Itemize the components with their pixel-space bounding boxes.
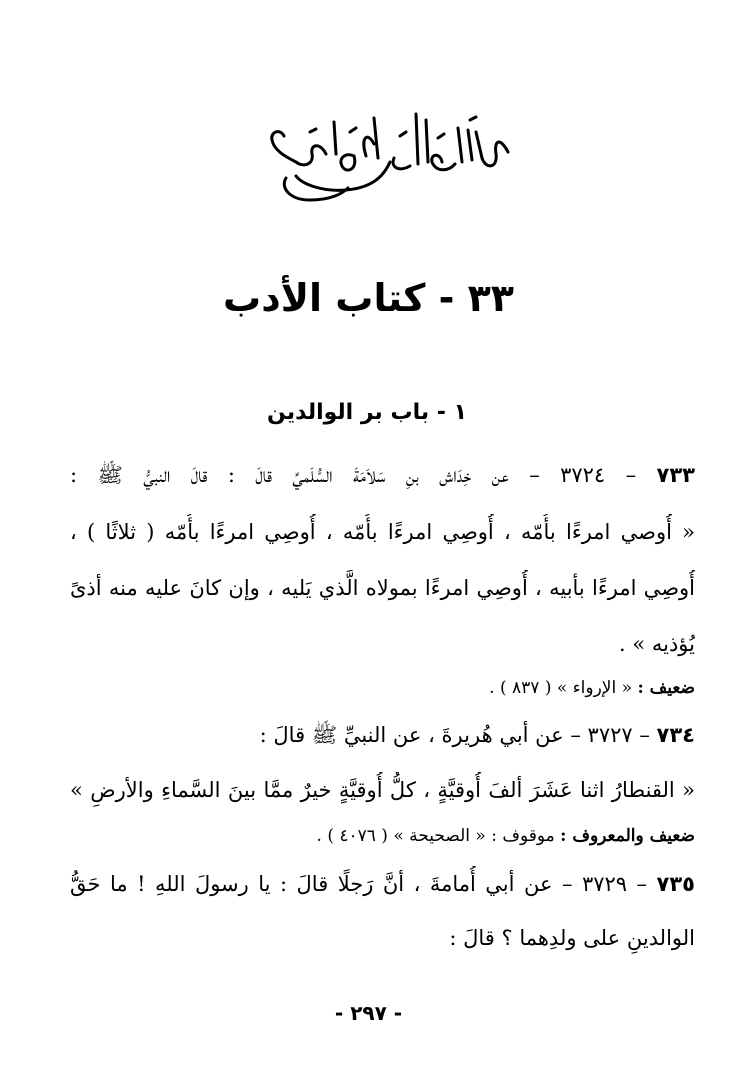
grade-label: ضعيف والمعروف : (560, 826, 695, 846)
entry-734-grade (70, 818, 695, 854)
entry-text: – ٣٧٢٩ – عن أبي أُمامةَ ، أنَّ رَجلًا قالَ : يا رسولَ اللهِ ! ما حَقُّ (70, 872, 648, 896)
entry-text: – ٣٧٢٧ – عن أبي هُريرةَ ، عن النبيِّ ﷺ قالَ : (259, 723, 650, 747)
chapter-title: ١ - باب بر الوالدين (267, 400, 467, 425)
entry-733-line-3: أُوصِي امرءًا بأبيه ، أُوصِي امرءًا بمولاه الَّذي يَليه ، وإن كانَ عليه منه أذىً (70, 576, 695, 600)
grade-reference: « الإرواء » ( ٨٣٧ ) . (489, 678, 633, 698)
book-title: ٣٣ - كتاب الأدب (223, 276, 514, 320)
entry-733-line-1 (70, 457, 695, 493)
entry-733-grade (70, 670, 695, 706)
entry-734-line-2: « القنطارُ اثنا عَشَرَ ألفَ أُوقيَّةٍ ، كلُّ أُوقيَّةٍ خيرٌ ممَّا بينَ السَّماءِ والأرضِ » (70, 778, 695, 802)
entry-text: – ٣٧٢٤ – عن خِدَاش بنِ سَلاَمَةَ السُّلَميِّ قالَ : قالَ النبيُّ ﷺ : (70, 463, 637, 487)
entry-733-line-4: يُؤذيه » . (618, 632, 695, 656)
entry-number: ٧٣٥ (656, 872, 695, 896)
entry-number: ٧٣٣ (656, 463, 695, 487)
entry-number: ٧٣٤ (656, 723, 695, 747)
entry-733-line-2: « أُوصي امرءًا بأُمّه ، أُوصِي امرءًا بأُمّه ، أُوصِي امرءًا بأُمّه ( ثلاثًا ) ، (70, 520, 695, 544)
entry-734-line-1 (70, 717, 695, 753)
basmala-calligraphy (250, 92, 520, 210)
grade-reference: موقوف : « الصحيحة » ( ٤٠٧٦ ) . (316, 826, 555, 846)
grade-label: ضعيف : (637, 678, 695, 698)
entry-735-line-2: الوالدينِ على ولدِهما ؟ قالَ : (449, 926, 695, 950)
page-number: - ٢٩٧ - (334, 1001, 403, 1025)
entry-735-line-1 (70, 866, 695, 902)
